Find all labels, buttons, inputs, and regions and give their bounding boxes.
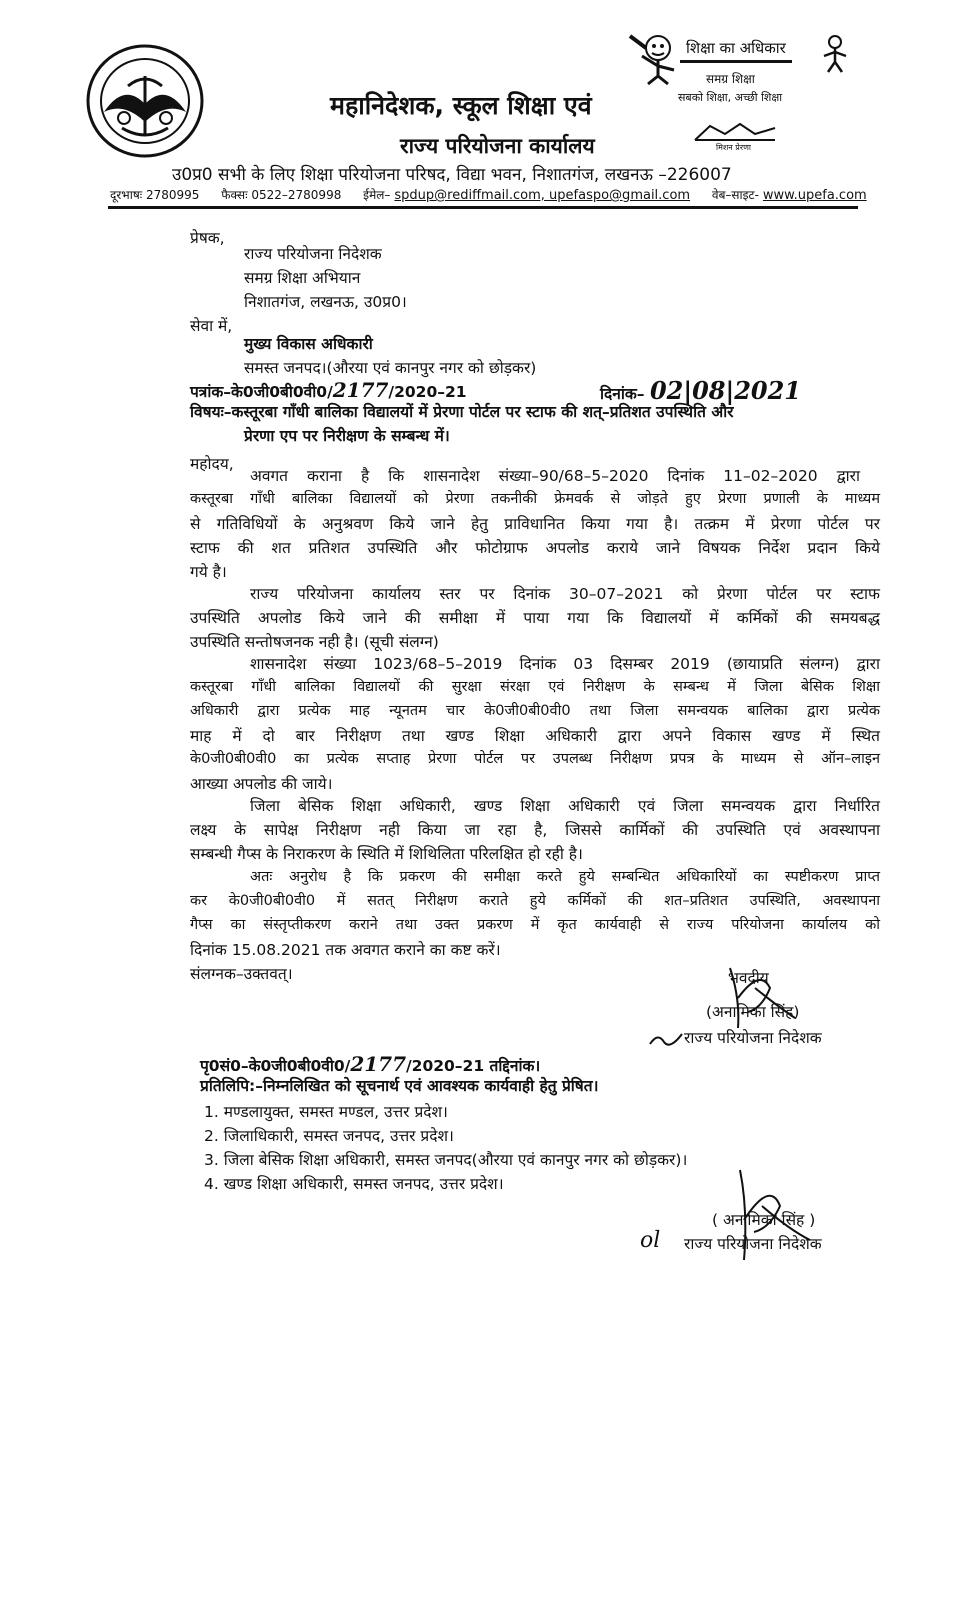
- para2-line2: उपस्थिति अपलोड किये जाने की समीक्षा में पाया गया कि विद्यालयों में कर्मिकों की समयबद्ध: [190, 609, 880, 627]
- para1-line4: स्टाफ की शत प्रतिशत उपस्थिति और फोटोग्राफ अपलोड कराये जाने विषयक निर्देश प्रदान किये: [190, 539, 880, 557]
- signature2-handwritten-note: ol: [640, 1228, 661, 1253]
- website-link[interactable]: www.upefa.com: [762, 188, 867, 203]
- enclosure-note: संलग्नक–उक्तवत्।: [190, 965, 293, 983]
- email-label: ईमेल–: [363, 188, 391, 202]
- copy-ref-suffix: /2020–21 तद्दिनांक।: [406, 1057, 541, 1075]
- logo-tagline: सबको शिक्षा, अच्छी शिक्षा: [678, 91, 783, 104]
- para1-line1: अवगत कराना है कि शासनादेश संख्या–90/68–5–2020 दिनांक 11–02–2020 द्वारा: [250, 467, 860, 485]
- closing-bhavdiy: भवदीय: [728, 969, 769, 987]
- mission-prerna-emblem-icon: [690, 120, 780, 142]
- para5-line4: दिनांक 15.08.2021 तक अवगत कराने का कष्ट करें।: [190, 941, 501, 959]
- para5-line3: गैप्स का संस्तृप्तीकरण कराने तथा उक्त प्रकरण में कृत कार्यवाही से राज्य परियोजना कार्यालय को: [190, 917, 880, 933]
- para2-line3: उपस्थिति सन्तोषजनक नही है। (सूची संलग्न): [190, 633, 439, 651]
- copy-list-item-1: 1. मण्डलायुक्त, समस्त मण्डल, उत्तर प्रदेश।: [204, 1103, 448, 1121]
- para4-line3: सम्बन्धी गैप्स के निराकरण के स्थिति में शिथिलिता परिलक्षित हो रही है।: [190, 845, 583, 863]
- signature1-name: (अनामिका सिंह): [706, 1003, 800, 1021]
- letterhead-divider: [108, 206, 858, 209]
- para5-line2: कर के0जी0बी0वी0 में सतत् निरीक्षण कराते हुये कर्मिकों की शत–प्रतिशत उपस्थिति, अवस्थापना: [190, 893, 880, 909]
- sender-line-2: समग्र शिक्षा अभियान: [244, 269, 361, 287]
- recipient-label: सेवा में,: [190, 317, 233, 335]
- website-label: वेब–साइट-: [711, 188, 759, 202]
- para1-line2: कस्तूरबा गाँधी बालिका विद्यालयों को प्रेरणा तकनीकी फ्रेमवर्क से जोड़ते हुए प्रेरणा प्रणाली के माध्यम: [190, 491, 880, 507]
- date-label: दिनांक–: [600, 385, 645, 403]
- copy-list-item-3: 3. जिला बेसिक शिक्षा अधिकारी, समस्त जनपद(औरया एवं कानपुर नगर को छोड़कर)।: [204, 1151, 688, 1169]
- letter-number: [190, 378, 467, 402]
- para2-line1: राज्य परियोजना कार्यालय स्तर पर दिनांक 30–07–2021 को प्रेरणा पोर्टल पर स्टाफ: [250, 585, 880, 603]
- sender-line-3: निशातगंज, लखनऊ, उ0प्र0।: [244, 293, 407, 311]
- logo-samagra-shiksha: समग्र शिक्षा: [706, 72, 755, 86]
- para3-line3: अधिकारी द्वारा प्रत्येक माह न्यूनतम चार के0जी0बी0वी0 तथा जिला समन्वयक बालिका द्वारा प्रत्येक: [190, 703, 880, 719]
- letter-number-prefix: पत्रांक–के0जी0बी0वी0/: [190, 383, 333, 401]
- letterhead-address: उ0प्र0 सभी के लिए शिक्षा परियोजना परिषद, विद्या भवन, निशातगंज, लखनऊ –226007: [172, 165, 732, 185]
- sender-label: प्रेषक,: [190, 229, 225, 247]
- signature2-designation: राज्य परियोजना निदेशक: [684, 1235, 822, 1253]
- up-government-emblem: [84, 42, 206, 160]
- signature1-designation: राज्य परियोजना निदेशक: [684, 1029, 822, 1047]
- signature2-name: ( अनामिका सिंह ): [712, 1211, 816, 1229]
- phone-number: दूरभाषः 2780995: [110, 188, 200, 202]
- para5-line1: अतः अनुरोध है कि प्रकरण की समीक्षा करते हुये सम्बन्धित अधिकारियों का स्पष्टीकरण प्राप्त: [250, 869, 880, 885]
- fax-number: फैक्सः 0522–2780998: [221, 188, 342, 202]
- letter-number-suffix: /2020–21: [388, 383, 467, 401]
- logo-mission-prerna: मिशन प्रेरणा: [716, 143, 751, 152]
- para3-line2: कस्तूरबा गाँधी बालिका विद्यालयों की सुरक्षा संरक्षा एवं निरीक्षण के सम्बन्ध में जिला बेसिक शिक्षा: [190, 679, 880, 695]
- para3-line5: के0जी0बी0वी0 का प्रत्येक सप्ताह प्रेरणा पोर्टल पर उपलब्ध निरीक्षण प्रपत्र के माध्यम से ऑन–लाइन: [190, 751, 880, 767]
- initials-scribble-icon: [648, 1030, 684, 1050]
- copy-list-item-2: 2. जिलाधिकारी, समस्त जनपद, उत्तर प्रदेश।: [204, 1127, 454, 1145]
- copy-reference: [200, 1052, 540, 1076]
- para4-line1: जिला बेसिक शिक्षा अधिकारी, खण्ड शिक्षा अधिकारी एवं जिला समन्वयक द्वारा निर्धारित: [250, 797, 880, 815]
- para4-line2: लक्ष्य के सापेक्ष निरीक्षण नही किया जा रहा है, जिससे कार्मिकों की उपस्थिति एवं अवस्थापना: [190, 821, 880, 839]
- para1-line3: से गतिविधियों के अनुश्रवण किये जाने हेतु प्राविधानित किया गया है। तत्क्रम में प्रेरणा पोर्टल पर: [190, 515, 880, 533]
- letterhead-title-line1: महानिदेशक, स्कूल शिक्षा एवं: [330, 91, 592, 120]
- sender-line-1: राज्य परियोजना निदेशक: [244, 245, 382, 263]
- recipient-line-2: समस्त जनपद।(औरया एवं कानपुर नगर को छोड़कर): [244, 359, 537, 377]
- para1-line5: गये है।: [190, 563, 227, 581]
- date-handwritten: 02|08|2021: [649, 376, 801, 405]
- logo-banner-text: शिक्षा का अधिकार: [680, 36, 792, 63]
- letter-number-handwritten: 2177: [332, 378, 389, 402]
- copy-ref-handwritten: 2177: [350, 1052, 406, 1076]
- shiksha-ka-adhikar-logo: [620, 26, 856, 152]
- email-addresses[interactable]: spdup@rediffmail.com, upefaspo@gmail.com: [394, 188, 691, 203]
- recipient-line-1: मुख्य विकास अधिकारी: [244, 335, 373, 353]
- copy-intro: प्रतिलिपि:–निम्नलिखित को सूचनार्थ एवं आवश्यक कार्यवाही हेतु प्रेषित।: [200, 1077, 599, 1095]
- copy-ref-prefix: पृ0सं0–के0जी0बी0वी0/: [200, 1057, 351, 1075]
- copy-list-item-4: 4. खण्ड शिक्षा अधिकारी, समस्त जनपद, उत्तर प्रदेश।: [204, 1175, 504, 1193]
- letterhead-title-line2: राज्य परियोजना कार्यालय: [400, 134, 595, 158]
- subject-line-1: विषयः–कस्तूरबा गाँधी बालिका विद्यालयों में प्रेरणा पोर्टल पर स्टाफ की शत्–प्रतिशत उपस्थिति और: [190, 403, 734, 421]
- salutation: महोदय,: [190, 455, 234, 473]
- letterhead-contact-row: [110, 186, 867, 203]
- para3-line1: शासनादेश संख्या 1023/68–5–2019 दिनांक 03 दिसम्बर 2019 (छायाप्रति संलग्न) द्वारा: [250, 655, 880, 673]
- para3-line4: माह में दो बार निरीक्षण तथा खण्ड शिक्षा अधिकारी द्वारा अपने विकास खण्ड में स्थित: [190, 727, 880, 745]
- subject-line-2: प्रेरणा एप पर निरीक्षण के सम्बन्ध में।: [244, 427, 450, 445]
- para3-line6: आख्या अपलोड की जाये।: [190, 775, 333, 793]
